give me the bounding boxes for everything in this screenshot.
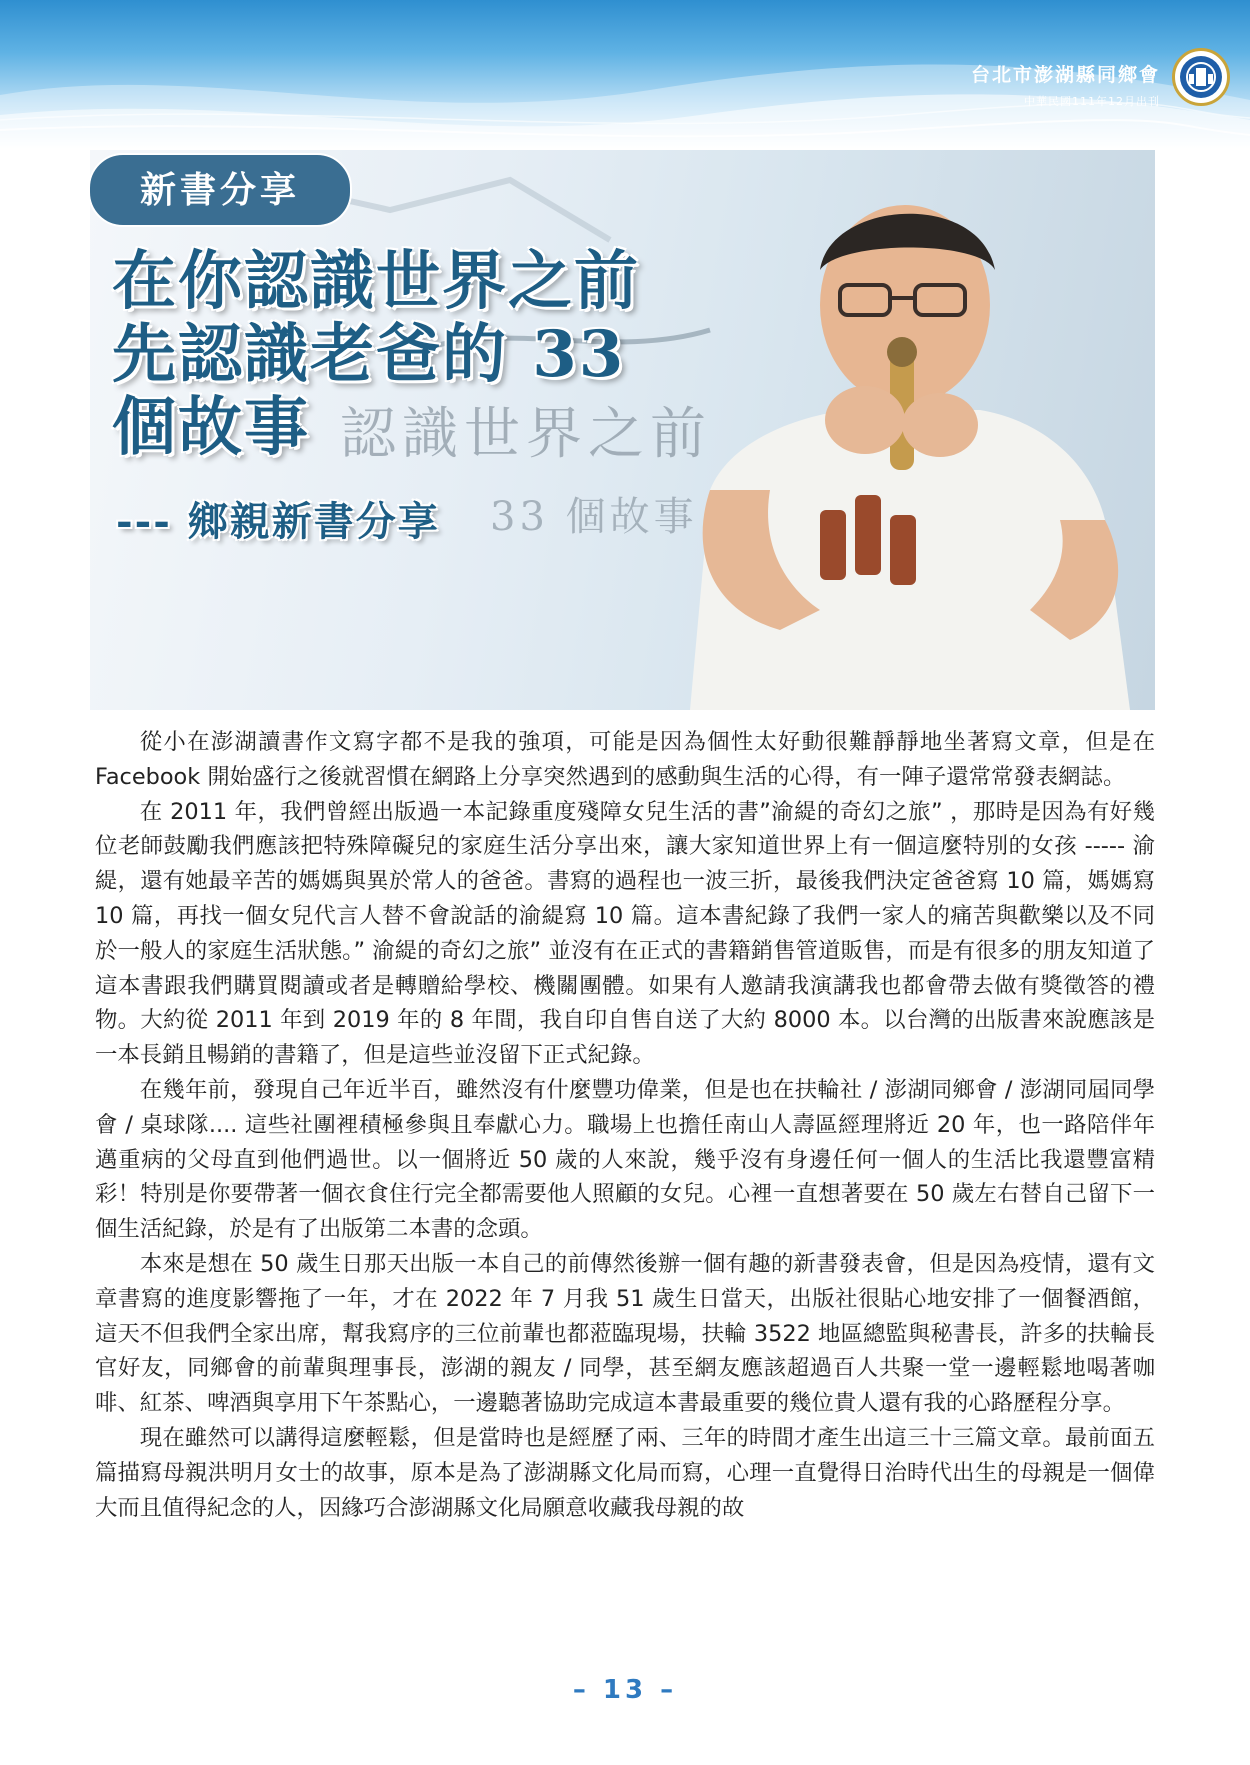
screen-subtitle-text: 33 個故事 (490, 494, 698, 540)
article-body (95, 725, 1155, 1525)
body-paragraph: 在幾年前，發現自己年近半百，雖然沒有什麼豐功偉業，但是也在扶輪社 / 澎湖同鄉會 / 澎湖同屆同學會 / 桌球隊.... 這些社團裡積極參與且奉獻心力。職場上也擔任南山人壽區經理將近 20 年，也一路陪伴年邁重病的父母直到他們過世。以一個將近 50 歲的人來說，幾乎沒有身邊任何一個人的生活比我還豐富精彩！特別是你要帶著一個衣食住行完全都需要他人照顧的女兒。心裡一直想著要在 50 歲左右替自己留下一個生活紀錄，於是有了出版第二本書的念頭。 (95, 1076, 1155, 1243)
body-paragraph: 本來是想在 50 歲生日那天出版一本自己的前傳然後辦一個有趣的新書發表會，但是因為疫情，還有文章書寫的進度影響拖了一年，才在 2022 年 7 月我 51 歲生日當天，出版社很貼心地安排了一個餐酒館，這天不但我們全家出席，幫我寫序的三位前輩也都蒞臨現場，扶輪 3522 地區總監與秘書長，許多的扶輪長官好友，同鄉會的前輩與理事長，澎湖的親友 / 同學，甚至網友應該超過百人共聚一堂一邊輕鬆地喝著咖啡、紅茶、啤酒與享用下午茶點心，一邊聽著協助完成這本書最重要的幾位貴人還有我的心路歷程分享。 (95, 1250, 1155, 1417)
category-badge: 新書分享 (88, 153, 352, 227)
page-number: – 13 – (572, 1675, 678, 1705)
screen-title-text: 認識世界之前 (340, 402, 712, 467)
body-paragraph: 在 2011 年，我們曾經出版過一本記錄重度殘障女兒生活的書”渝緹的奇幻之旅” ，那時是因為有好幾位老師鼓勵我們應該把特殊障礙兒的家庭生活分享出來，讓大家知道世界上有一個這麼特別的女孩 ----- 渝緹，還有她最辛苦的媽媽與異於常人的爸爸。書寫的過程也一波三折，最後我們決定爸爸寫 10 篇，媽媽寫 10 篇，再找一個女兒代言人替不會說話的渝緹寫 10 篇。這本書紀錄了我們一家人的痛苦與歡樂以及不同於一般人的家庭生活狀態。” 渝緹的奇幻之旅” 並沒有在正式的書籍銷售管道販售，而是有很多的朋友知道了這本書跟我們購買閱讀或者是轉贈給學校、機關團體。如果有人邀請我演講我也都會帶去做有獎徵答的禮物。大約從 2011 年到 2019 年的 8 年間，我自印自售自送了大約 8000 本。以台灣的出版書來說應該是一本長銷且暢銷的書籍了，但是這些並沒留下正式紀錄。 (95, 798, 1155, 1069)
association-logo (1172, 48, 1230, 106)
logo-emblem-icon (1180, 56, 1222, 98)
title-line: 先認識老爸的 33 (112, 317, 626, 392)
body-paragraph: 現在雖然可以講得這麼輕鬆，但是當時也是經歷了兩、三年的時間才產生出這三十三篇文章。最前面五篇描寫母親洪明月女士的故事，原本是為了澎湖縣文化局而寫，心理一直覺得日治時代出生的母親是一個偉大而且值得紀念的人，因緣巧合澎湖縣文化局願意收藏我母親的故 (95, 1424, 1155, 1521)
body-paragraph: 從小在澎湖讀書作文寫字都不是我的強項，可能是因為個性太好動很難靜靜地坐著寫文章，但是在 Facebook 開始盛行之後就習慣在網路上分享突然遇到的感動與生活的心得，有一陣子還常常發表網誌。 (95, 729, 1155, 790)
title-line: 個故事 (112, 390, 310, 465)
title-line: 在你認識世界之前 (112, 244, 640, 319)
header-band (0, 0, 1250, 150)
article-subtitle: --- 鄉親新書分享 (116, 498, 440, 545)
org-name: 台北市澎湖縣同鄉會 (970, 64, 1160, 86)
org-block (971, 60, 1160, 109)
article-title (112, 245, 752, 464)
issue-date: 中華民國111年12月出刊 (1024, 95, 1160, 108)
